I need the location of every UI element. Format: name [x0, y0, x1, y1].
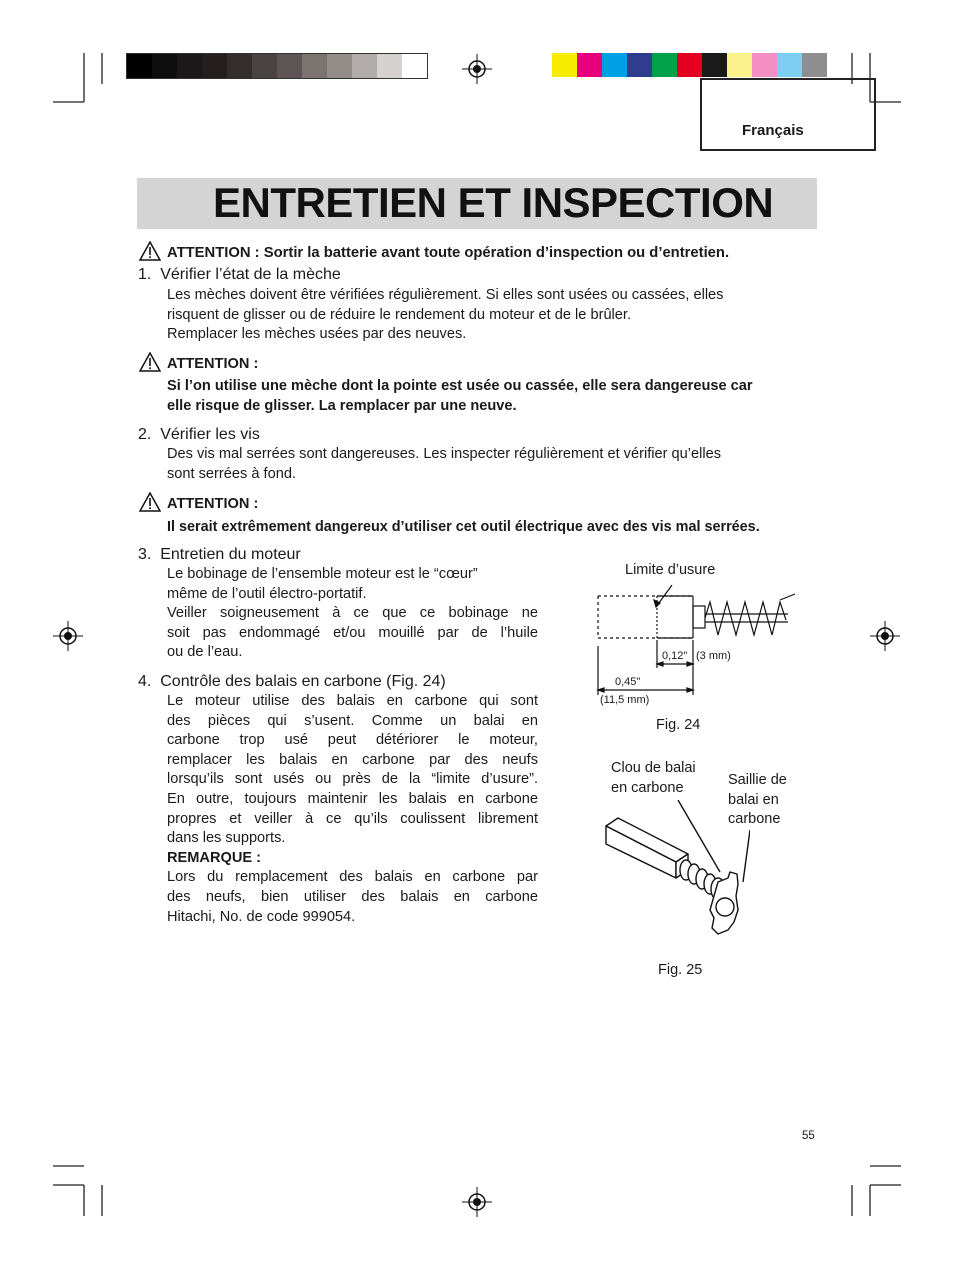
section-4-line: lorsqu’ils sont usés ou près de la “limite d’usure”.: [167, 771, 538, 788]
section-1-heading: 1. Vérifier l’état de la mèche: [138, 266, 341, 283]
gray-swatch: [302, 54, 327, 78]
fig24-carbon-brush-diagram: [590, 580, 800, 710]
fig25-nail-label-line: Clou de balai: [611, 760, 696, 776]
section-3-line: ou de l’eau.: [167, 644, 243, 661]
section-1-attention-body: [167, 377, 753, 416]
warning-triangle-icon: [139, 352, 161, 372]
section-2-body: [167, 445, 721, 484]
fig25-projection-label-line: carbone: [728, 811, 781, 828]
fig25-projection-label-line: Saillie de: [728, 772, 787, 788]
section-1-attention-line: Si l’on utilise une mèche dont la pointe est usée ou cassée, elle sera dangereuse car: [167, 378, 753, 394]
section-2-line: sont serrées à fond.: [167, 465, 296, 482]
section-4-line: En outre, toujours maintenir les balais en carbone: [167, 790, 538, 807]
section-2-attention-body: [167, 518, 760, 538]
page-title: ENTRETIEN ET INSPECTION: [213, 179, 774, 226]
fig24-caption: Fig. 24: [656, 717, 701, 733]
section-1-body: [167, 286, 723, 345]
remark-line: Hitachi, No. de code 999054.: [167, 908, 356, 925]
fig25-nail-label-line: en carbone: [611, 779, 684, 796]
section-4-line: propres et veiller à ce qu’ils coulissent librement: [167, 810, 538, 827]
registration-target-left-icon: [53, 621, 83, 651]
section-3-heading: 3. Entretien du moteur: [138, 546, 301, 563]
section-2-attention-label: ATTENTION :: [167, 496, 259, 512]
section-2-attention-line: Il serait extrêmement dangereux d’utiliser cet outil électrique avec des vis mal serrées.: [167, 519, 760, 535]
warning-triangle-icon: [139, 241, 161, 261]
fig25-projection-label-line: balai en: [728, 791, 779, 808]
gray-swatch: [352, 54, 377, 78]
attention-main-text: Sortir la batterie avant toute opération d’inspection ou d’entretien.: [259, 245, 730, 261]
gray-swatch: [377, 54, 402, 78]
color-swatch: [602, 53, 627, 77]
language-label: Français: [742, 122, 804, 139]
section-1-line: risquent de glisser ou de réduire le rendement du moteur et de le brûler.: [167, 306, 632, 323]
color-swatch: [677, 53, 702, 77]
gray-swatch: [127, 54, 152, 78]
fig24-dim-large-mm: (11,5 mm): [600, 694, 650, 706]
page-number: 55: [802, 1130, 815, 1142]
fig25-caption: Fig. 25: [658, 962, 703, 978]
color-swatch: [627, 53, 652, 77]
grayscale-color-bar: [126, 53, 428, 79]
warning-triangle-icon: [139, 492, 161, 512]
remark-line: des neufs, bien utiliser des balais en carbone: [167, 888, 538, 905]
registration-target-top-icon: [462, 54, 492, 84]
section-4-heading: 4. Contrôle des balais en carbone (Fig. 24): [138, 673, 446, 690]
section-3-line: Veiller soigneusement à ce que ce bobinage ne: [167, 605, 538, 622]
language-tab: [700, 78, 876, 151]
color-swatch: [727, 53, 752, 77]
registration-target-right-icon: [870, 621, 900, 651]
section-2-heading: 2. Vérifier les vis: [138, 426, 260, 443]
section-3-line: même de l’outil électro-portatif.: [167, 585, 367, 602]
section-4-body: [167, 692, 538, 927]
remark-line: Lors du remplacement des balais en carbone par: [167, 869, 538, 886]
section-1-line: Remplacer les mèches usées par des neuves.: [167, 326, 467, 343]
color-swatch: [802, 53, 827, 77]
remark-label: REMARQUE :: [167, 849, 262, 866]
fig24-dim-large: 0,45": [615, 676, 641, 688]
section-4-line: carbone trop usé peut détériorer le moteur,: [167, 732, 538, 749]
fig24-dim-small: 0,12": [662, 650, 688, 662]
gray-swatch: [252, 54, 277, 78]
section-3-line: soit pas endommagé et/ou mouillé par de l’huile: [167, 624, 538, 641]
title-bar: [137, 178, 817, 229]
gray-swatch: [402, 54, 427, 78]
section-3-body: [167, 565, 538, 663]
fig25-nail-label: [611, 759, 696, 798]
section-3-line: Le bobinage de l’ensemble moteur est le “cœur”: [167, 566, 478, 582]
color-swatch: [552, 53, 577, 77]
attention-main: [167, 244, 729, 264]
attention-main-label: ATTENTION :: [167, 245, 260, 261]
section-1-attention-label: ATTENTION :: [167, 356, 259, 372]
section-4-line: dans les supports.: [167, 830, 286, 847]
gray-swatch: [327, 54, 352, 78]
color-swatch: [652, 53, 677, 77]
fig24-wear-limit-label: Limite d’usure: [625, 562, 716, 578]
color-swatch: [702, 53, 727, 77]
process-color-bar: [552, 53, 827, 77]
color-swatch: [752, 53, 777, 77]
gray-swatch: [227, 54, 252, 78]
section-2-line: Des vis mal serrées sont dangereuses. Les inspecter régulièrement et vérifier qu’elles: [167, 446, 722, 462]
section-4-line: des pièces qui s’usent. Comme un balai en: [167, 712, 538, 729]
color-swatch: [777, 53, 802, 77]
section-4-line: remplacer les balais en carbone par des neufs: [167, 751, 538, 768]
gray-swatch: [152, 54, 177, 78]
gray-swatch: [202, 54, 227, 78]
fig24-dim-small-mm: (3 mm): [696, 650, 731, 662]
gray-swatch: [277, 54, 302, 78]
section-1-attention-line: elle risque de glisser. La remplacer par une neuve.: [167, 397, 517, 414]
color-swatch: [577, 53, 602, 77]
section-4-line: Le moteur utilise des balais en carbone qui sont: [167, 693, 538, 709]
fig25-carbon-brush-illustration: [600, 800, 750, 950]
registration-target-bottom-icon: [462, 1187, 492, 1217]
gray-swatch: [177, 54, 202, 78]
section-1-line: Les mèches doivent être vérifiées régulièrement. Si elles sont usées ou cassées, elles: [167, 287, 724, 303]
